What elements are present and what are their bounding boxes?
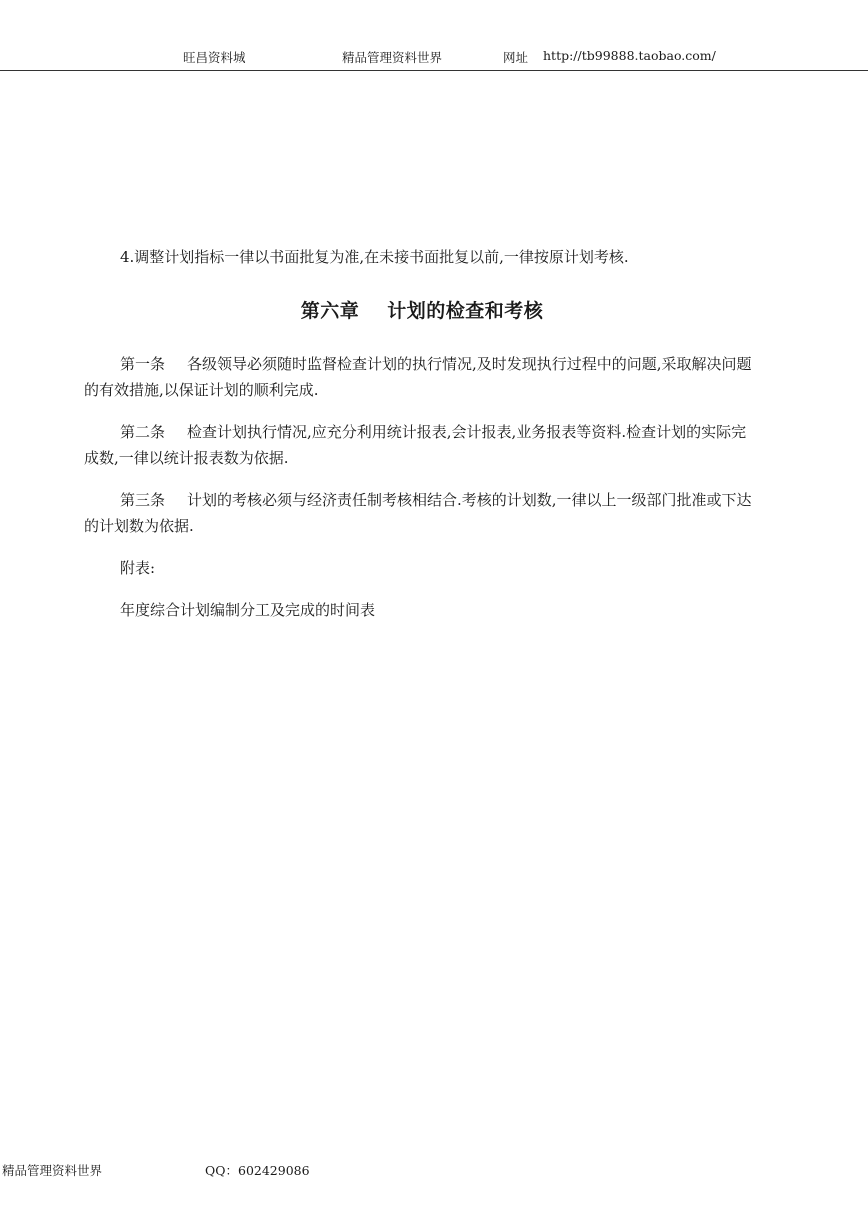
- article-2-label: 第二条: [120, 423, 166, 441]
- page-footer: [0, 1161, 868, 1181]
- header-site-name: 精品管理资料世界: [342, 50, 443, 65]
- chapter-title: 计划的检查和考核: [387, 300, 544, 322]
- page-header: [0, 48, 868, 70]
- document-body: [84, 244, 760, 623]
- appendix-label: 附表:: [120, 559, 156, 577]
- header-divider: [0, 70, 868, 71]
- article-3-text: 计划的考核必须与经济责任制考核相结合.考核的计划数,一律以上一级部门批准或下达的计划数为依据.: [84, 491, 752, 535]
- item-4-paragraph: 4.调整计划指标一律以书面批复为准,在未接书面批复以前,一律按原计划考核.: [120, 248, 629, 266]
- article-3-label: 第三条: [120, 491, 166, 509]
- article-1: [84, 351, 760, 403]
- footer-site-name: 精品管理资料世界: [2, 1163, 103, 1178]
- footer-qq-contact: QQ：602429086: [205, 1163, 310, 1178]
- appendix-title: 年度综合计划编制分工及完成的时间表: [120, 601, 376, 619]
- header-shop-name: 旺昌资料城: [183, 50, 246, 65]
- article-2-text: 检查计划执行情况,应充分利用统计报表,会计报表,业务报表等资料.检查计划的实际完成数,一律以统计报表数为依据.: [84, 423, 747, 467]
- header-url-link[interactable]: http://tb99888.taobao.com/: [543, 48, 716, 63]
- header-address-label: 网址: [503, 50, 529, 65]
- article-3: [84, 487, 760, 539]
- article-1-label: 第一条: [120, 355, 166, 373]
- chapter-number: 第六章: [300, 300, 360, 322]
- chapter-heading: [84, 296, 760, 323]
- article-2: [84, 419, 760, 471]
- article-1-text: 各级领导必须随时监督检查计划的执行情况,及时发现执行过程中的问题,采取解决问题的有效措施,以保证计划的顺利完成.: [84, 355, 752, 399]
